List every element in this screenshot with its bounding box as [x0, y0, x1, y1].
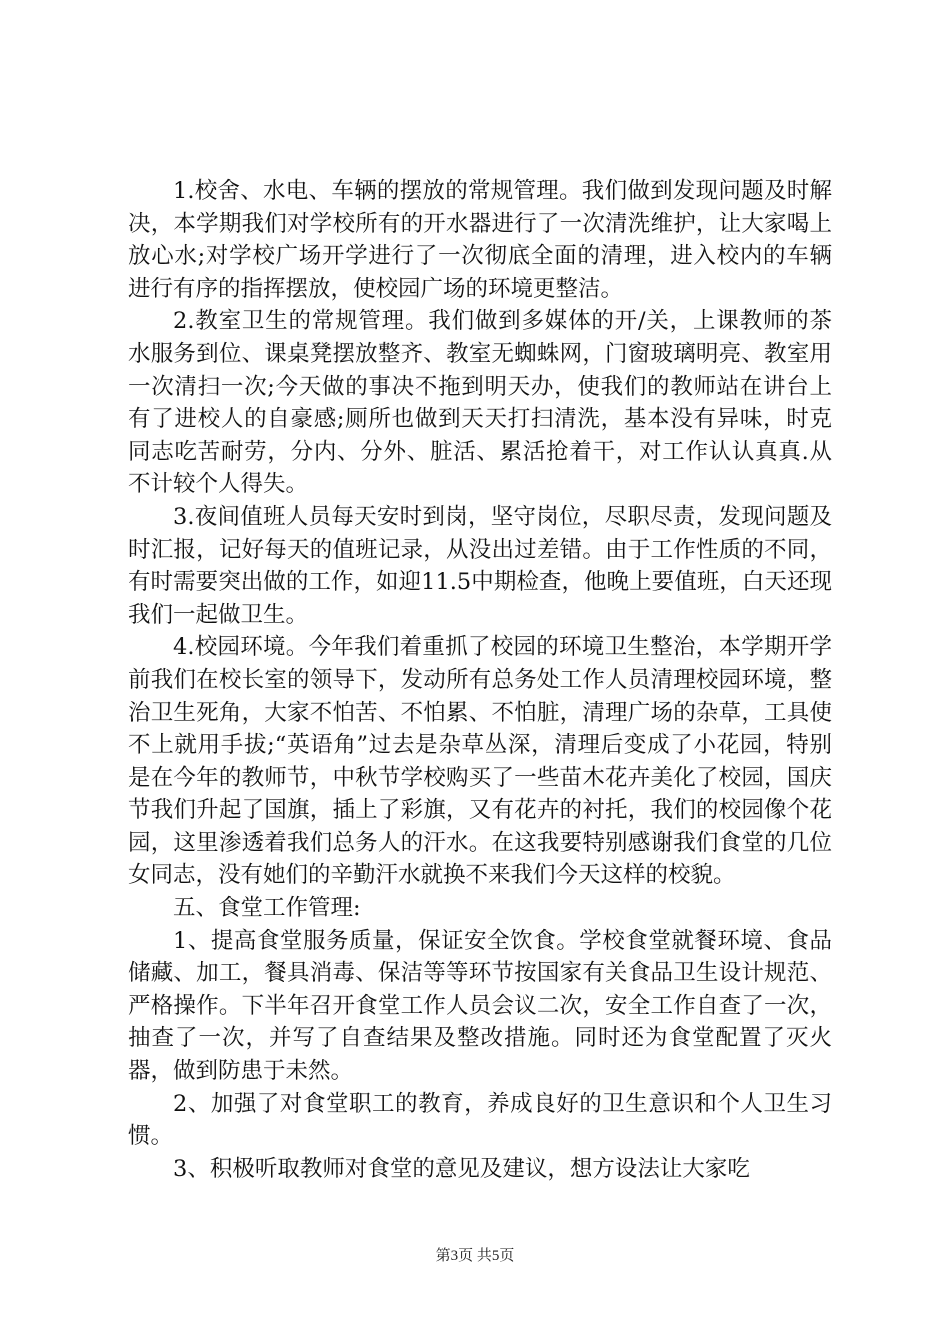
page-number-footer: 第3页 共5页 — [435, 1248, 515, 1264]
paragraph-7: 3、积极听取教师对食堂的意见及建议，想方设法让大家吃 — [173, 1155, 750, 1182]
paragraph-4: 4.校园环境。今年我们着重抓了校园的环境卫生整治，本学期开学前我们在校长室的领导下，发动所有总务处工作人员清理校园环境，整治卫生死角，大家不怕苦、不怕累、不怕脏，清理广场的杂草，工具使不上就用手拔;“英语角”过去是杂草丛深，清理后变成了小花园，特别是在今年的教师节，中秋节学校购买了一些苗木花卉美化了校园，国庆节我们升起了国旗，插上了彩旗，又有花卉的衬托，我们的校园像个花园，这里渗透着我们总务人的汗水。在这我要特别感谢我们食堂的几位女同志，没有她们的辛勤汗水就换不来我们今天这样的校貌。 — [128, 634, 832, 889]
paragraph-5: 1、提高食堂服务质量，保证安全饮食。学校食堂就餐环境、食品储藏、加工，餐具消毒、保洁等等环节按国家有关食品卫生设计规范、严格操作。下半年召开食堂工作人员会议二次，安全工作自查了一次，抽查了一次，并写了自查结果及整改措施。同时还为食堂配置了灭火器，做到防患于未然。 — [128, 927, 832, 1085]
body-text — [128, 175, 832, 1185]
paragraph-3: 3.夜间值班人员每天安时到岗，坚守岗位，尽职尽责，发现问题及时汇报，记好每天的值班记录，从没出过差错。由于工作性质的不同，有时需要突出做的工作，如迎11.5中期检查，他晚上要值班，白天还现我们一起做卫生。 — [128, 503, 832, 628]
paragraph-2: 2.教室卫生的常规管理。我们做到多媒体的开/关，上课教师的茶水服务到位、课桌凳摆放整齐、教室无蜘蛛网，门窗玻璃明亮、教室用一次清扫一次;今天做的事决不拖到明天办，使我们的教师站在讲台上有了进校人的自豪感;厕所也做到天天打扫清洗，基本没有异味，时克同志吃苦耐劳，分内、分外、脏活、累活抢着干，对工作认认真真.从不计较个人得失。 — [128, 308, 832, 498]
paragraph-6: 2、加强了对食堂职工的教育，养成良好的卫生意识和个人卫生习惯。 — [128, 1090, 832, 1150]
section-heading: 五、食堂工作管理: — [173, 895, 361, 922]
paragraph-1: 1.校舍、水电、车辆的摆放的常规管理。我们做到发现问题及时解决，本学期我们对学校所有的开水器进行了一次清洗维护，让大家喝上放心水;对学校广场开学进行了一次彻底全面的清理，进入校内的车辆进行有序的指挥摆放，使校园广场的环境更整洁。 — [128, 178, 832, 302]
